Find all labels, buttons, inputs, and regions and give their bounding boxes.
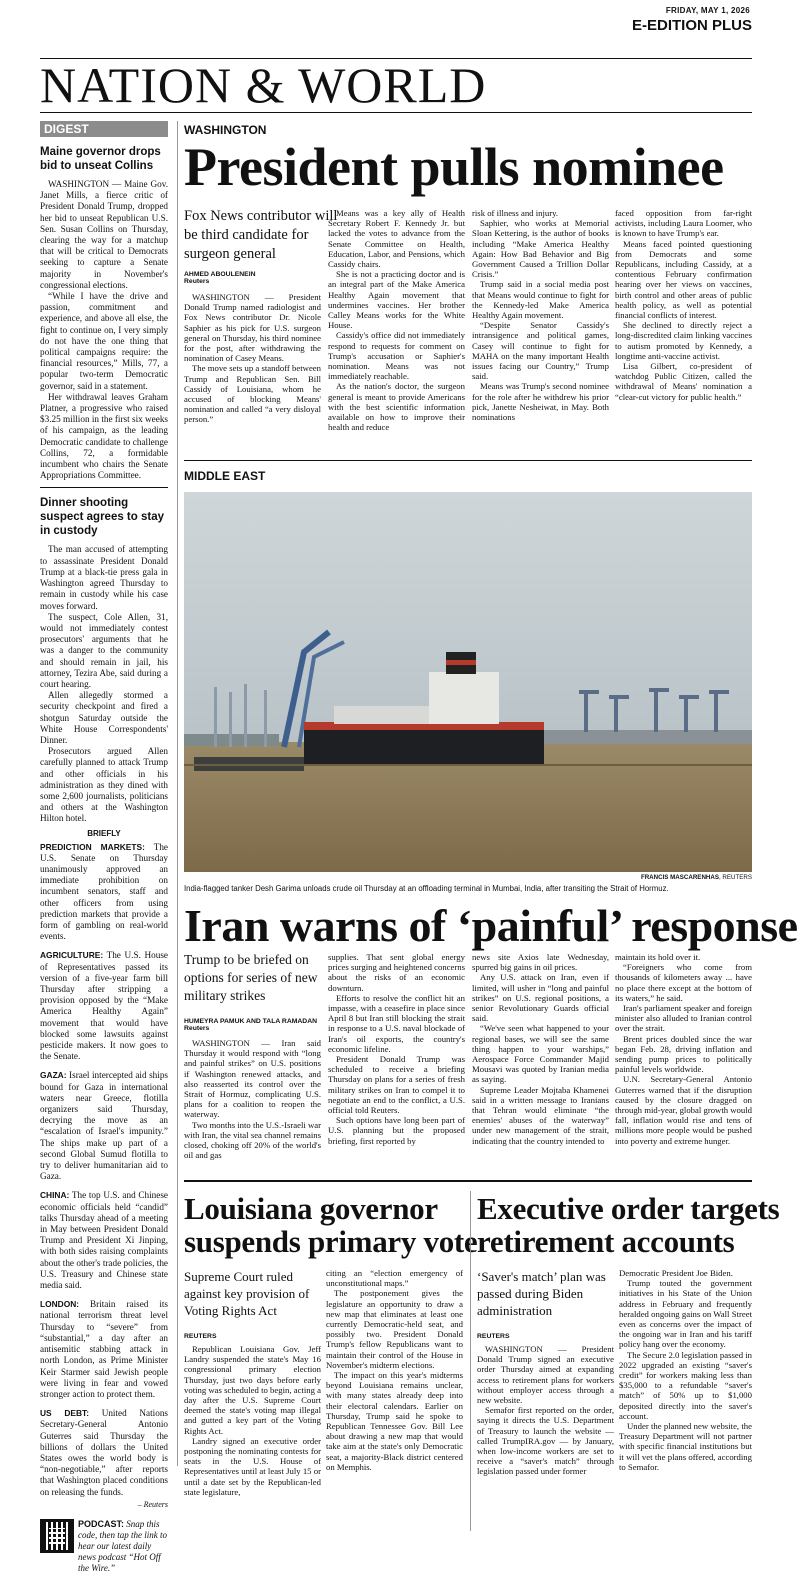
louisiana-byline: REUTERS (184, 1333, 217, 1340)
paragraph: Saphier, who works at Memorial Sloan Kettering, is the author of books including “Make America Healthy Again: How Bad Behavior and Big Government Caused a Trillion Dollar Crisis.” (472, 218, 609, 280)
masthead-edition: E-EDITION PLUS (631, 17, 752, 34)
brief-lead: PREDICTION MARKETS: (40, 841, 145, 852)
louisiana-headline (184, 1192, 477, 1258)
digest-story1-body (40, 179, 168, 481)
brief-item (40, 842, 168, 943)
paragraph: “We've seen what happened to your regional bases, we will see the same thing happen to your warships,” Aerospace Force Commander Majid Mousavi was quoted by Iranian media as saying. (472, 1023, 609, 1085)
digest-tag: DIGEST (40, 121, 168, 137)
paragraph: President Donald Trump was scheduled to receive a briefing Thursday on plans for a series of fresh military strikes on Iran to compel it to negotiate an end to the conflict, a U.S. official told Reuters. (328, 1054, 465, 1116)
retirement-headline (477, 1192, 779, 1258)
paragraph: The man accused of attempting to assassinate President Donald Trump at a black-tie press gala in Washington agreed Thursday to remain in custody while his case moves forward. (40, 544, 168, 611)
top-story-kicker: WASHINGTON (184, 123, 267, 137)
brief-text: The U.S. House of Representatives passed its version of a five-year farm bill Thursday after stripping a provision opposed by the “Make America Healthy Again” movement that would have blocked some lawsuits against pesticide makers. It now goes to the Senate. (40, 950, 168, 1062)
louisiana-column-1 (184, 1344, 321, 1504)
mideast-column-4 (615, 952, 752, 1170)
column-divider (177, 121, 178, 1466)
mideast-deck: Trump to be briefed on options for series of new military strikes (184, 952, 318, 1003)
briefly-label: BRIEFLY (87, 828, 121, 838)
paragraph: She is not a practicing doctor and is an integral part of the Make America Healthy Again movement that undermines vaccines. Her brother Calley Means works for the White House. (328, 269, 465, 331)
paragraph: U.N. Secretary-General Antonio Guterres warned that if the disruption caused by the closure dragged on through mid-year, global growth would fall, inflation would rise and tens of millions more people would be pushed into poverty and extreme hunger. (615, 1074, 752, 1146)
brief-text: The U.S. Senate on Thursday unanimously approved an immediate prohibition on incumbent senators, staff and other officers from using prediction markets that provide a form of gambling on real-world events. (40, 841, 168, 942)
paragraph: Iran's parliament speaker and foreign minister also alluded to Iranian control over the strait. (615, 1003, 752, 1034)
paragraph: supplies. That sent global energy prices surging and heightened concerns about the risks of an economic downturn. (328, 952, 465, 993)
brief-lead: GAZA: (40, 1070, 67, 1081)
paragraph: Semafor first reported on the order, saying it directs the U.S. Department of Treasury to launch the website — called TrumpIRA.gov — by January, when low-income workers are set to receive a “saver's match” through legislation passed under former (477, 1405, 614, 1477)
paragraph: Allen allegedly stormed a security checkpoint and fired a shotgun Saturday outside the White House Correspondents' Dinner. (40, 690, 168, 745)
briefs-list (40, 842, 168, 1498)
paragraph: maintain its hold over it. (615, 952, 701, 962)
section-title: NATION & WORLD (40, 57, 487, 113)
mideast-byline (184, 1018, 317, 1032)
brief-lead: US DEBT: (40, 1408, 90, 1419)
paragraph: Such options have long been part of U.S. planning but the proposed briefing, first reported by (328, 1115, 465, 1146)
brief-lead: LONDON: (40, 1299, 80, 1310)
podcast-promo[interactable] (40, 1519, 168, 1574)
brief-text: The top U.S. and Chinese economic officials held “candid” talks Thursday ahead of a meeting in May between President Donald Trump and President Xi Jinping, with both sides raising complaints about the other's trade policies, the U.S. Treasury and Chinese state media said. (40, 1190, 168, 1291)
top-story-deck: Fox News contributor will be third candidate for surgeon general (184, 208, 338, 262)
paragraph: “Foreigners who come from thousands of kilometers away ... have no place there except at the bottom of its waters,” he said. (615, 962, 752, 1003)
paragraph: faced opposition from far-right activists, including Laura Loomer, who is known to have Trump's ear. (615, 208, 752, 239)
credit-name: FRANCIS MASCARENHAS (640, 874, 719, 881)
brief-lead: AGRICULTURE: (40, 950, 104, 961)
byline-org: Reuters (184, 278, 210, 285)
photo-credit (641, 874, 752, 881)
headline-line: suspends primary vote (184, 1224, 478, 1259)
mideast-column-1 (184, 1038, 321, 1168)
paragraph: Landry signed an executive order postponing the nominating contests for seats in the U.S. House of Representatives until at least July 15 or until a date set by the Republican-led state legislature, (184, 1435, 321, 1497)
paragraph: Supreme Leader Mojtaba Khamenei said in a written message to Iranians that Tehran would eliminate “the enemies' abuses of the waterway” under new management of the strait, indicating that the country intended to (472, 1084, 609, 1146)
top-story-column-4 (615, 208, 752, 470)
paragraph: Two months into the U.S.-Israeli war with Iran, the vital sea channel remains closed, choking off 20% of the world's oil and gas (184, 1119, 321, 1161)
top-story-column-1 (184, 292, 321, 452)
column-divider (470, 1191, 471, 1531)
paragraph: The impact on this year's midterms beyond Louisiana remains unclear, with many states already deep into their electoral calendars. Earlier on Thursday, Trump said he spoke to Republican Tennessee Gov. Bill Lee about drawing a new map that would take aim at the state's only Democratic seat, a majority-Black district centered on Memphis. (326, 1370, 463, 1472)
byline-name: AHMED ABOULENEIN (184, 271, 256, 278)
brief-item (40, 1299, 168, 1400)
paragraph: Trump touted the government initiatives in his State of the Union address in February and frequently heralded ongoing gains on Wall Street even as concerns over the impact of the ongoing war in Iran and his tariff policy hang over the economy. (619, 1278, 752, 1350)
brief-text: Britain raised its national terrorism threat level Thursday to “severe” from “substantial,” a day after an antisemitic stabbing attack in north London, as Prime Minister Keir Starmer said Jewish people were living in fear and vowed stronger action to protect them. (40, 1299, 168, 1399)
qr-code-icon[interactable] (40, 1519, 74, 1553)
paragraph: Means was Trump's second nominee for the role after he withdrew his prior pick, Janette Nesheiwat, in May. Both nominations (472, 381, 609, 423)
brief-lead: CHINA: (40, 1190, 70, 1201)
paragraph: Means faced pointed questioning from Democrats and some Republicans, including Cassidy, at a contentious February confirmation hearing over her views on vaccines, birth control and other areas of public health policy, as well as potential financial conflicts of interest. (615, 238, 752, 321)
photo-caption: India-flagged tanker Desh Garima unloads crude oil Thursday at an offloading terminal in Mumbai, India, after transiting the Strait of Hormuz. (184, 884, 669, 893)
top-story-column-2 (328, 208, 465, 470)
divider (40, 487, 168, 488)
credit-org: , REUTERS (718, 874, 752, 881)
paragraph: As the nation's doctor, the surgeon general is meant to provide Americans with the best scientific information available on how to improve their health and reduce (328, 381, 465, 433)
section-rule (40, 112, 752, 113)
mideast-column-3 (472, 952, 609, 1170)
paragraph: Efforts to resolve the conflict hit an impasse, with a ceasefire in place since April 8 but Iran still blocking the strait in response to a U.S. naval blockade of Iran's oil exports, the country's economic lifeline. (328, 992, 465, 1054)
digest-story2-body (40, 544, 168, 824)
paragraph: news site Axios late Wednesday, spurred big gains in oil prices. (472, 952, 609, 973)
headline-line: retirement accounts (477, 1224, 735, 1259)
paragraph: Any U.S. attack on Iran, even if limited, will usher in “long and painful strikes” on U.S. regional positions, a senior Revolutionary Guards official said. (472, 972, 609, 1024)
paragraph: citing an “election emergency of unconstitutional maps.” (326, 1268, 463, 1289)
digest-story1-headline: Maine governor drops bid to unseat Collins (40, 146, 161, 172)
podcast-name: “Hot Off the Wire.” (78, 1551, 161, 1573)
byline-org: Reuters (184, 1025, 210, 1032)
mideast-kicker: MIDDLE EAST (184, 469, 266, 483)
paragraph: She declined to directly reject a long-discredited claim linking vaccines to autism promoted by Kennedy, a longtime anti-vaccine activist. (615, 320, 752, 361)
brief-text: United Nations Secretary-General Antonio Guterres said Thursday the billions of dollars the United States owes the world body is “non-negotiable,” after reports that Washington placed conditions on releasing the funds. (40, 1408, 168, 1497)
headline-line: Louisiana governor (184, 1191, 438, 1226)
digest-sidebar (40, 121, 168, 1574)
mideast-column-2 (328, 952, 465, 1170)
paragraph: “Despite Senator Cassidy's intransigence and political games, Casey will continue to fight for MAHA on the many important Health issues facing our Country,” Trump said. (472, 320, 609, 382)
paragraph: Cassidy's office did not immediately respond to requests for comment on Trump's accusation or Saphier's nomination. Means was not immediately reachable. (328, 330, 465, 382)
retirement-column-2 (619, 1268, 752, 1506)
paragraph: WASHINGTON — Iran said Thursday it would respond with “long and painful strikes” on U.S. positions if Washington renewed attacks, and also reasserted its control over the Strait of Hormuz, complicating U.S. plans for a coalition to reopen the waterway. (184, 1038, 321, 1120)
brief-item (40, 950, 168, 1062)
brief-text: Israel intercepted aid ships bound for Gaza in international waters near Greece, flotilla organizers said Thursday, decrying the move as an “escalation of Israel's impunity.” The ships make up part of a second Global Sumud flotilla to try to deliver humanitarian aid to Gaza. (40, 1070, 168, 1182)
headline-line: Executive order targets (477, 1191, 780, 1226)
paragraph: “While I have the drive and passion, commitment and experience, and above all else, the fight to continue on, I very simply do not have the one thing that political campaigns require: the financial resources,” Mills, 77, a popular two-term Democratic governor, said in a statement. (40, 291, 168, 391)
paragraph: WASHINGTON — President Donald Trump signed an executive order Thursday aimed at expanding access to retirement plans for workers without employer access through a new website. (477, 1344, 614, 1406)
paragraph: WASHINGTON — Maine Gov. Janet Mills, a fierce critic of President Donald Trump, dropped her bid to unseat Republican U.S. Sen. Susan Collins on Thursday, clearing the way for a matchup that will be critical to Democrats seeking to capture a Senate majority in November's congressional elections. (40, 179, 168, 290)
paragraph: The suspect, Cole Allen, 31, would not immediately contest prosecutors' arguments that he was a danger to the community and should remain in jail, his attorney, Tezira Abe, said during a court hearing. (40, 611, 168, 689)
paragraph: WASHINGTON — President Donald Trump named radiologist and Fox News contributor Dr. Nicole Saphier as his pick for U.S. surgeon general on Thursday, his third nominee for the post, after withdrawing the nomination of Casey Means. (184, 292, 321, 364)
paragraph: The move sets up a standoff between Trump and Republican Sen. Bill Cassidy of Louisiana, whom he accused of blocking Means' nomination and called “a very disloyal person.” (184, 363, 321, 425)
digest-story2-headline: Dinner shooting suspect agrees to stay in custody (40, 497, 165, 538)
masthead-date: FRIDAY, MAY 1, 2026 (665, 6, 750, 15)
paragraph: The Secure 2.0 legislation passed in 2022 upgraded an existing “saver's credit” for workers making less than $35,000 to a refundable “saver's match” of 50% up to $1,000 deposited directly into the saver's account. (619, 1349, 752, 1421)
paragraph: Republican Louisiana Gov. Jeff Landry suspended the state's May 16 congressional primary election Thursday, just two days before early voting was scheduled to begin, acting a day after the U.S. Supreme Court deemed the state's voting map illegal and gutted a key part of the Voting Rights Act. (184, 1344, 321, 1436)
podcast-text (78, 1519, 168, 1574)
paragraph: Her withdrawal leaves Graham Platner, a progressive who raised $3.25 million in the first six weeks of his campaign, as the leading Democratic candidate to challenge Collins, 72, a formidable incumbent who chairs the Senate Appropriations Committee. (40, 391, 168, 481)
brief-item (40, 1070, 168, 1182)
divider (184, 1180, 752, 1182)
podcast-label: PODCAST: (78, 1518, 125, 1529)
briefs-byline: – Reuters (137, 1499, 168, 1509)
retirement-deck: ‘Saver's match’ plan was passed during Biden administration (477, 1269, 606, 1318)
divider (184, 460, 752, 461)
mideast-headline: Iran warns of ‘painful’ response (184, 900, 798, 951)
louisiana-column-2 (326, 1268, 463, 1506)
tanker-photo (184, 492, 752, 872)
paragraph: Means was a key ally of Health Secretary Robert F. Kennedy Jr. but lacked the votes to advance from the Senate Committee on Health, Education, Labor, and Pensions, which Cassidy chairs. (328, 208, 465, 270)
paragraph: Trump said in a social media post that Means would continue to fight for the Kennedy-led Make America Healthy Again movement. (472, 279, 609, 321)
byline-name: HUMEYRA PAMUK AND TALA RAMADAN (184, 1018, 318, 1025)
retirement-column-1 (477, 1344, 614, 1504)
paragraph: Brent prices doubled since the war began Feb. 28, driving inflation and sending pump prices to politically painful levels worldwide. (615, 1033, 752, 1075)
brief-item (40, 1190, 168, 1291)
paragraph: Prosecutors argued Allen carefully planned to attack Trump and other officials in his administration as they dined with some 2,600 journalists, politicians and others at the Washington Hilton hotel. (40, 746, 168, 824)
brief-item (40, 1408, 168, 1498)
retirement-byline: REUTERS (477, 1333, 510, 1340)
top-story-headline: President pulls nominee (184, 137, 724, 197)
paragraph: risk of illness and injury. (472, 208, 559, 218)
paragraph: Lisa Gilbert, co-president of watchdog Public Citizen, called the withdrawal of Means' nomination a “clear-cut victory for public health.” (615, 361, 752, 402)
top-story-byline (184, 271, 256, 285)
paragraph: Democratic President Joe Biden. (619, 1268, 733, 1278)
paragraph: The postponement gives the legislature an opportunity to draw a new map that eliminates at least one currently Democratic-held seat, and possibly two. President Donald Trump's fellow Republicans want to maintain their control of the House in November's midterm elections. (326, 1288, 463, 1370)
top-story-column-3 (472, 208, 609, 470)
louisiana-deck: Supreme Court ruled against key provision of Voting Rights Act (184, 1269, 310, 1318)
paragraph: Under the planned new website, the Treasury Department will not partner with specific financial institutions but it will vet the plans offered, according to Semafor. (619, 1421, 752, 1472)
podcast-description: Snap this code, then tap the link to hear our latest daily news podcast (78, 1518, 167, 1562)
